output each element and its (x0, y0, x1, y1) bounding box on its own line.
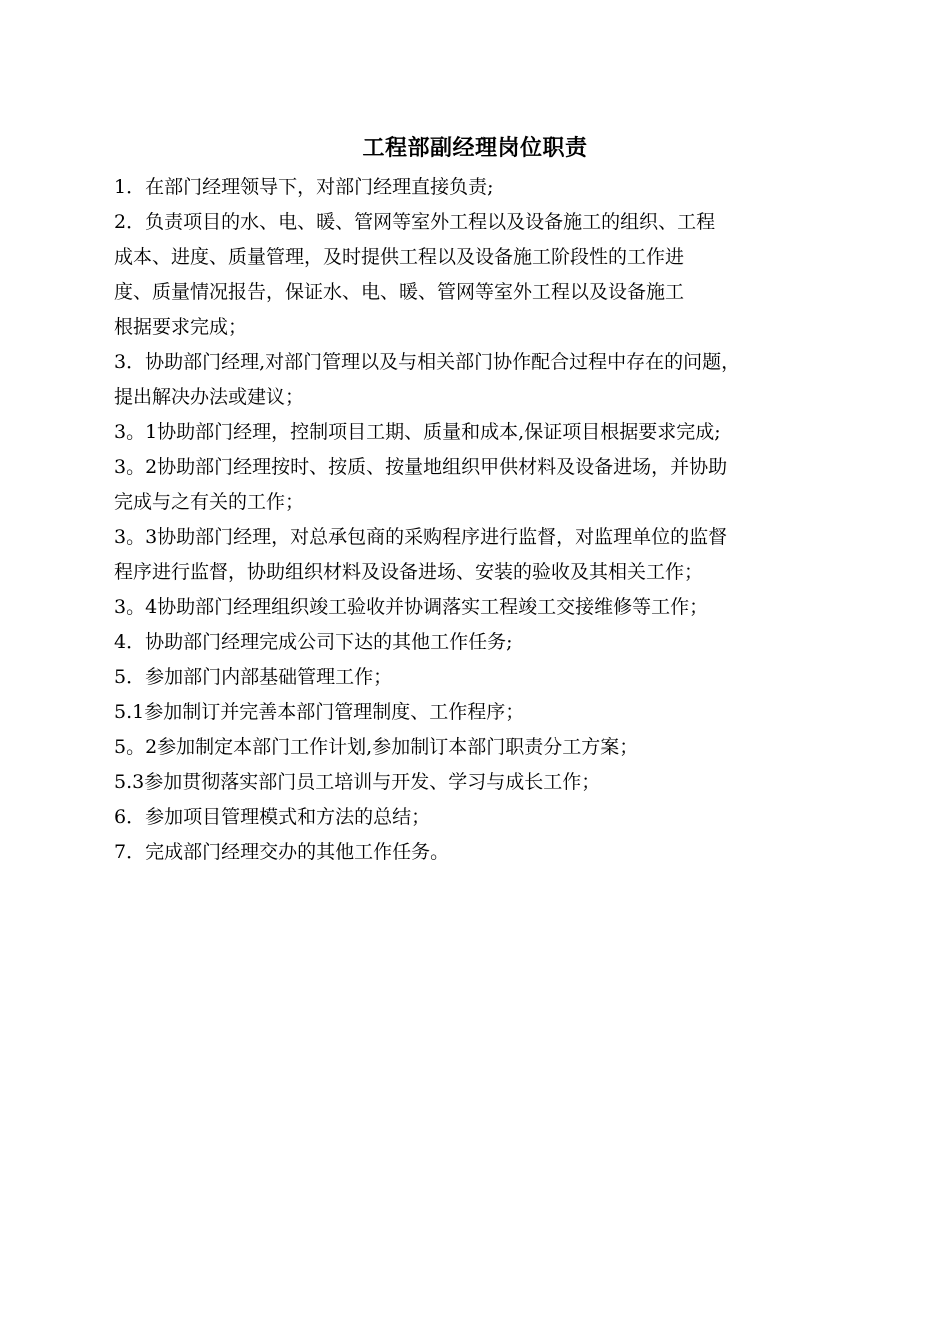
duty-item-line: 程序进行监督，协助组织材料及设备进场、安装的验收及其相关工作； (114, 561, 704, 583)
duty-item-line: 6．参加项目管理模式和方法的总结； (114, 806, 431, 828)
duty-item-line: 2．负责项目的水、电、暖、管网等室外工程以及设备施工的组织、工程 (114, 211, 716, 233)
duty-item (114, 170, 854, 205)
duty-item (114, 695, 854, 730)
duty-item-line: 5．参加部门内部基础管理工作； (114, 666, 393, 688)
duty-item (114, 800, 854, 835)
duty-item-line: 3。1协助部门经理，控制项目工期、质量和成本,保证项目根据要求完成; (114, 421, 721, 443)
duty-item-line: 度、质量情况报告，保证水、电、暖、管网等室外工程以及设备施工 (114, 281, 685, 303)
duty-item-line: 3．协助部门经理,对部门管理以及与相关部门协作配合过程中存在的问题， (114, 351, 741, 373)
duty-item (114, 450, 854, 520)
duty-item (114, 205, 854, 345)
duty-item (114, 590, 854, 625)
duty-item-line: 3。4协助部门经理组织竣工验收并协调落实工程竣工交接维修等工作； (114, 596, 709, 618)
duty-item (114, 415, 854, 450)
duty-item-line: 5。2参加制定本部门工作计划,参加制订本部门职责分工方案； (114, 736, 639, 758)
duty-item (114, 345, 854, 415)
duty-item-line: 成本、进度、质量管理，及时提供工程以及设备施工阶段性的工作进 (114, 246, 685, 268)
duty-item-line: 4．协助部门经理完成公司下达的其他工作任务; (114, 631, 513, 653)
duty-item (114, 625, 854, 660)
duty-list (114, 170, 854, 870)
duty-item-line: 1．在部门经理领导下，对部门经理直接负责; (114, 176, 494, 198)
duty-item (114, 835, 854, 870)
duty-item (114, 520, 854, 590)
duty-item-line: 7．完成部门经理交办的其他工作任务。 (114, 841, 450, 863)
duty-item-line: 根据要求完成； (114, 316, 248, 338)
duty-item (114, 660, 854, 695)
duty-item (114, 730, 854, 765)
duty-item-line: 5.3参加贯彻落实部门员工培训与开发、学习与成长工作； (114, 771, 601, 793)
duty-item-line: 3。3协助部门经理，对总承包商的采购程序进行监督，对监理单位的监督 (114, 526, 728, 548)
duty-item-line: 3。2协助部门经理按时、按质、按量地组织甲供材料及设备进场，并协助 (114, 456, 728, 478)
duty-item-line: 完成与之有关的工作； (114, 491, 305, 513)
duty-item-line: 5.1参加制订并完善本部门管理制度、工作程序； (114, 701, 525, 723)
duty-item-line: 提出解决办法或建议； (114, 386, 305, 408)
page-title: 工程部副经理岗位职责 (362, 136, 588, 161)
duty-item (114, 765, 854, 800)
